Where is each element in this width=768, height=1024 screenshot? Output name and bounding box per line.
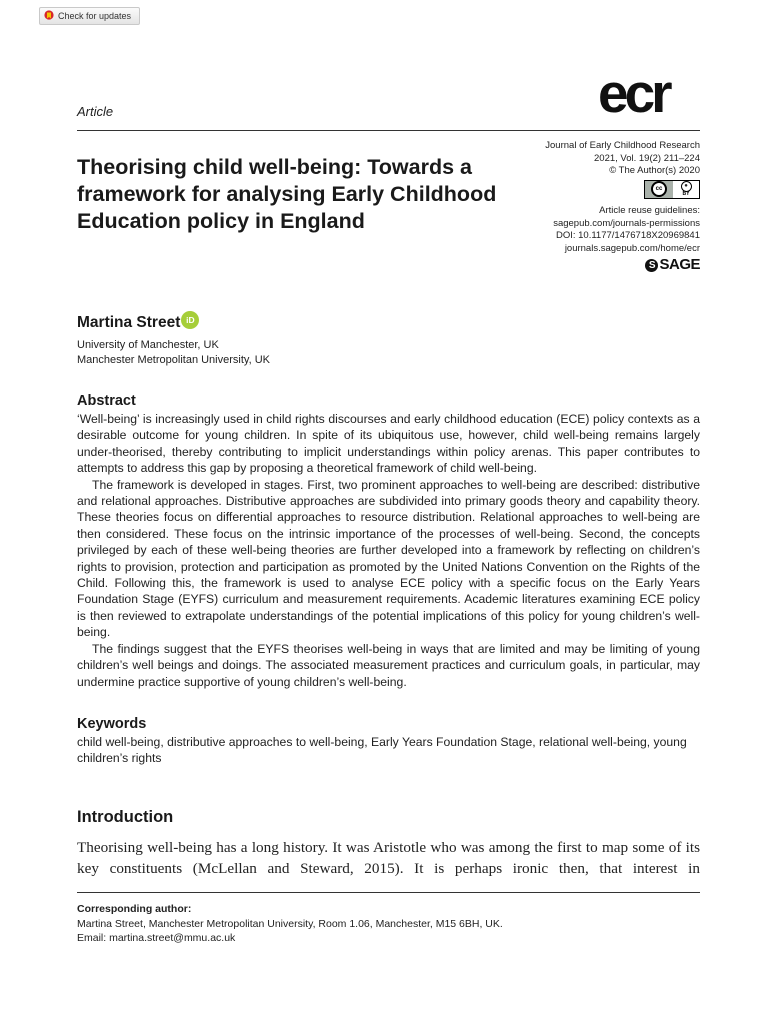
header-divider [77, 130, 700, 131]
orcid-icon[interactable]: iD [181, 311, 199, 329]
abstract-heading: Abstract [77, 393, 136, 409]
journal-citation: 2021, Vol. 19(2) 211–224 [594, 152, 700, 164]
author-affiliations [77, 338, 270, 368]
abstract-paragraph: ‘Well-being’ is increasingly used in child rights discourses and early childhood education (ECE) policy contexts as a desirable outcome for young children. In spite of its ubiquitous use, however, child well-being remains largely under-theorised, thereby contributing to implicit understandings within policy arenas. This paper contributes to attempts to address this gap by proposing a theoretical framework of child well-being. [77, 412, 700, 476]
affiliation: Manchester Metropolitan University, UK [77, 354, 270, 366]
introduction-text: Theorising well-being has a long history. It was Aristotle who was among the first to map some of its key constituents (McLellan and Steward, 2015). It is perhaps ironic then, that interest in [77, 839, 700, 877]
cc-by-icon[interactable]: cc ● BY [644, 180, 700, 199]
check-for-updates-button[interactable] [39, 7, 140, 25]
check-for-updates-label: Check for updates [58, 11, 132, 21]
affiliation: University of Manchester, UK [77, 339, 219, 351]
permissions-link[interactable]: sagepub.com/journals-permissions [553, 217, 700, 229]
journal-logo: ecr [598, 62, 669, 124]
corresponding-label: Corresponding author: [77, 903, 192, 915]
doi-link[interactable]: DOI: 10.1177/1476718X20969841 [555, 230, 700, 241]
footnote-divider [77, 892, 700, 893]
paper-title: Theorising child well-being: Towards a framework for analysing Early Childhood Education policy in England [77, 155, 497, 233]
introduction-heading: Introduction [77, 808, 174, 826]
publisher-logo [480, 256, 700, 274]
sage-s-icon: S [645, 259, 658, 272]
publisher-name: SAGE [659, 256, 700, 274]
corresponding-email[interactable]: Email: martina.street@mmu.ac.uk [77, 932, 236, 944]
bookmark-icon [44, 10, 54, 22]
corresponding-address: Martina Street, Manchester Metropolitan University, Room 1.06, Manchester, M15 6BH, UK. [77, 917, 503, 930]
abstract-paragraph: The framework is developed in stages. First, two prominent approaches to well-being are described: distributive and relational approaches. Distributive approaches are subdivided into primary goods theory and capability theory. These theories focus on differential approaches to resource distribution. Relational approaches to well-being are then considered. These focus on the intrinsic importance of the processes of well-being. Second, the concepts privileged by each of these well-being theories are further developed into a framework by reflecting on children’s rights to provision, protection and participation as promoted by the United Nations Convention on the Rights of the Child. Following this, the framework is used to analyse ECE policy with a specific focus on the Early Years Foundation Stage (EYFS) curriculum and measurement requirements. Academic literatures examining ECE policy is then reviewed to extrapolate understandings of the potential implications of this policy for young children’s well-being. [77, 477, 700, 640]
corresponding-author [77, 902, 503, 946]
abstract-body [77, 411, 700, 690]
keywords-list: child well-being, distributive approaches to well-being, Early Years Foundation Stage, relational well-being, young children’s rights [77, 735, 687, 766]
abstract-paragraph: The findings suggest that the EYFS theorises well-being in ways that are limited and may be limiting of young children’s well beings and doings. The associated measurement practices and curriculum goals, in particular, may undermine practice supportive of young children’s well-being. [77, 641, 700, 689]
copyright-notice: © The Author(s) 2020 [609, 165, 700, 176]
author-block [77, 314, 199, 332]
reuse-guidelines: Article reuse guidelines: [599, 205, 700, 216]
journal-info [480, 140, 700, 272]
article-type: Article [77, 104, 114, 119]
journal-name: Journal of Early Childhood Research [545, 140, 700, 151]
keywords-heading: Keywords [77, 716, 147, 732]
author-name: Martina Street [77, 314, 181, 331]
journal-homepage-link[interactable]: journals.sagepub.com/home/ecr [564, 242, 700, 254]
